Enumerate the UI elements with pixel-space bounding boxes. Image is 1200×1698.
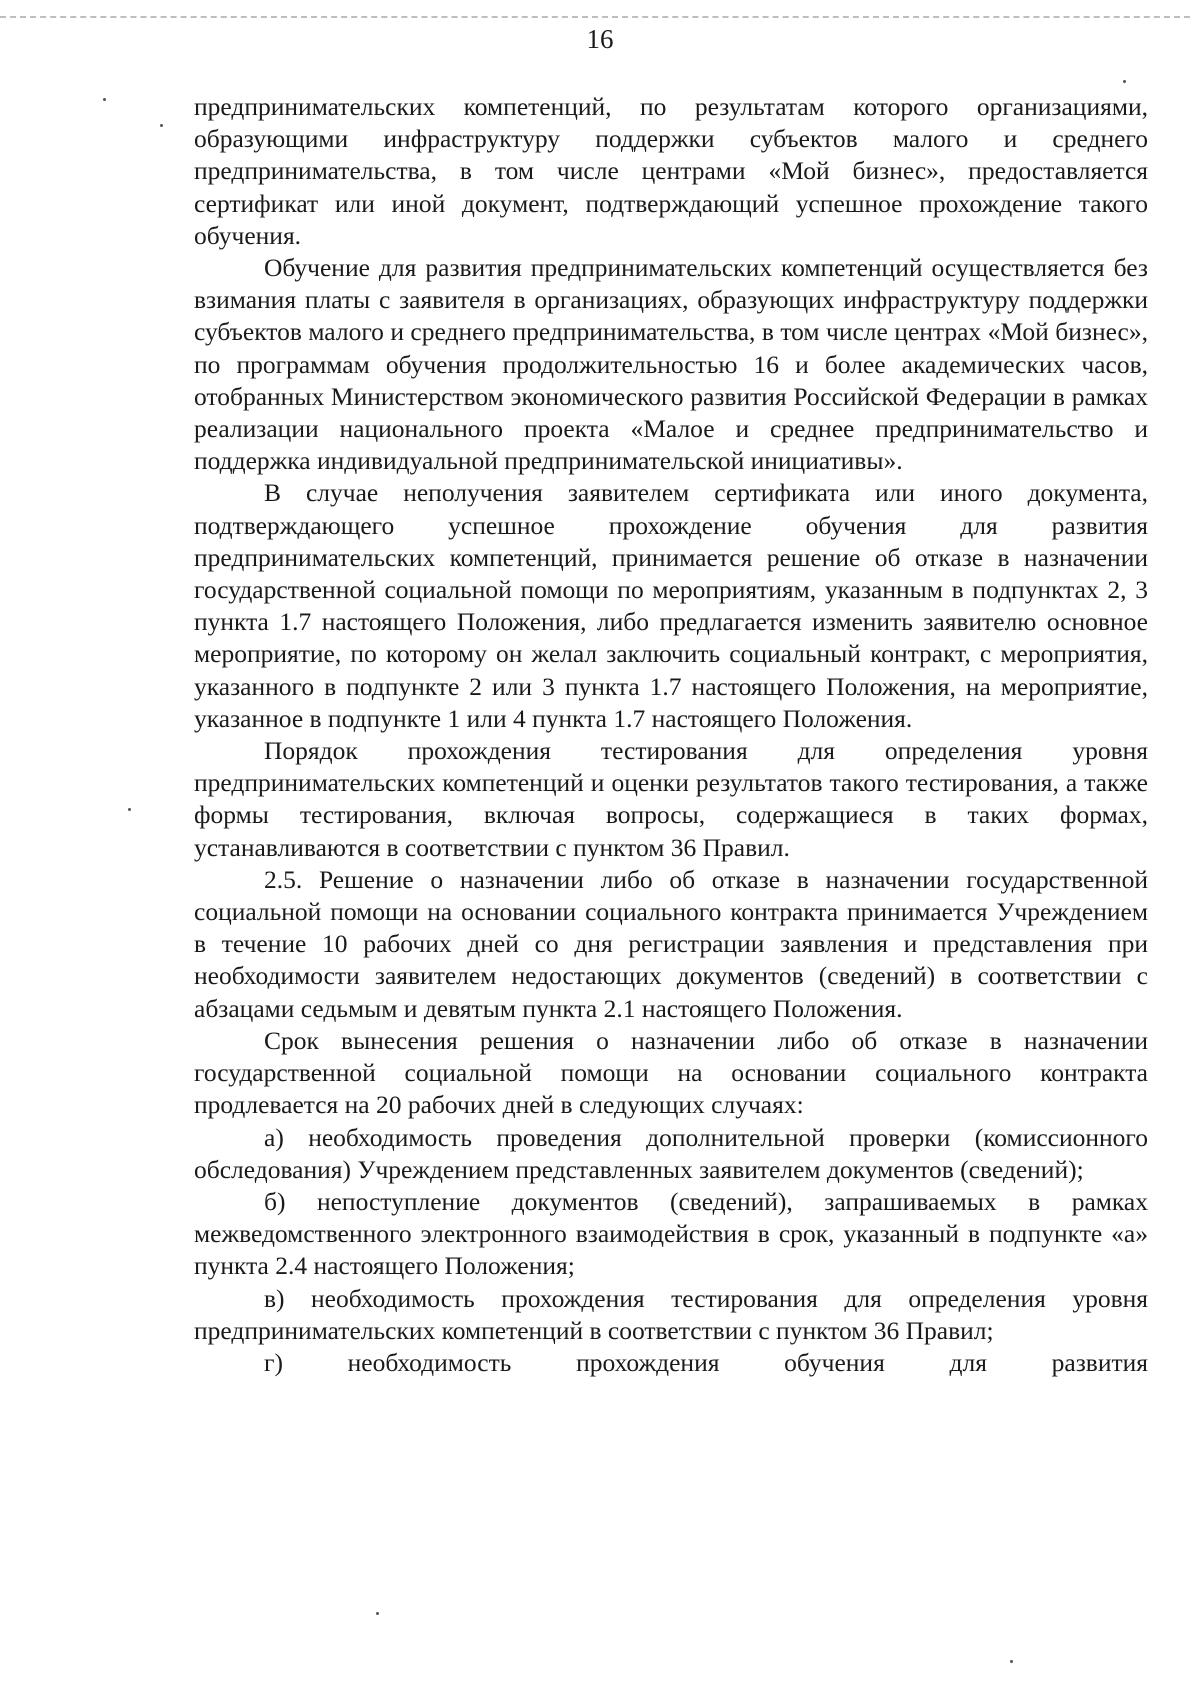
scan-speck <box>376 1612 379 1615</box>
paragraph-training-conditions: Обучение для развития предпринимательских компетенций осуществляется без взимания платы с заявителя в организациях, образующих инфраструктуру поддержки субъектов малого и среднего предпринимательства, в том числе центрах «Мой бизнес», по программам обучения продолжительностью 16 и более академических часов, отобранных Министерством экономического развития Российской Федерации в рамках реализации национального проекта «Малое и среднее предпринимательство и поддержка индивидуальной предпринимательской инициативы». <box>194 253 1148 476</box>
paragraph-deadline-extension: Срок вынесения решения о назначении либо об отказе в назначении государственной социальной помощи на основании социального контракта продлевается на 20 рабочих дней в следующих случаях: <box>194 1025 1148 1120</box>
list-item-a: а) необходимость проведения дополнительной проверки (комиссионного обследования) Учреждением представленных заявителем документов (сведений); <box>194 1122 1148 1184</box>
paragraph-certificate-refusal: В случае неполучения заявителем сертификата или иного документа, подтверждающего успешное прохождение обучения для развития предпринимательских компетенций, принимается решение об отказе в назначении государственной социальной помощи по мероприятиям, указанным в подпунктах 2, 3 пункта 1.7 настоящего Положения, либо предлагается изменить заявителю основное мероприятие, по которому он желал заключить социальный контракт, с мероприятия, указанного в подпункте 2 или 3 пункта 1.7 настоящего Положения, на мероприятие, указанное в подпункте 1 или 4 пункта 1.7 настоящего Положения. <box>194 478 1148 733</box>
scan-speck <box>103 98 106 101</box>
scan-speck <box>1010 1660 1013 1663</box>
list-item-g: г) необходимость прохождения обучения для развития <box>264 1347 1148 1377</box>
scan-top-edge-line <box>0 16 1190 18</box>
scan-speck <box>160 124 163 127</box>
paragraph-section-2-5: 2.5. Решение о назначении либо об отказе в назначении государственной социальной помощи на основании социального контракта принимается Учреждением в течение 10 рабочих дней со дня регистрации заявления и представления при необходимости заявителем недостающих документов (сведений) в соответствии с абзацами седьмым и девятым пункта 2.1 настоящего Положения. <box>194 864 1148 1023</box>
scan-speck <box>128 808 131 811</box>
list-item-v: в) необходимость прохождения тестирования для определения уровня предпринимательских компетенций в соответствии с пунктом 36 Правил; <box>194 1283 1148 1345</box>
document-body <box>194 91 1148 1379</box>
list-item-b: б) непоступление документов (сведений), запрашиваемых в рамках межведомственного электронного взаимодействия в срок, указанный в подпункте «а» пункта 2.4 настоящего Положения; <box>194 1186 1148 1281</box>
page-number: 16 <box>586 24 614 54</box>
scan-speck <box>1123 80 1126 83</box>
paragraph-continuation: предпринимательских компетенций, по результатам которого организациями, образующими инфраструктуру поддержки субъектов малого и среднего предпринимательства, в том числе центрами «Мой бизнес», предоставляется сертификат или иной документ, подтверждающий успешное прохождение такого обучения. <box>194 92 1148 250</box>
paragraph-testing-procedure: Порядок прохождения тестирования для определения уровня предпринимательских компетенций и оценки результатов такого тестирования, а также формы тестирования, включая вопросы, содержащиеся в таких формах, устанавливаются в соответствии с пунктом 36 Правил. <box>194 736 1148 862</box>
